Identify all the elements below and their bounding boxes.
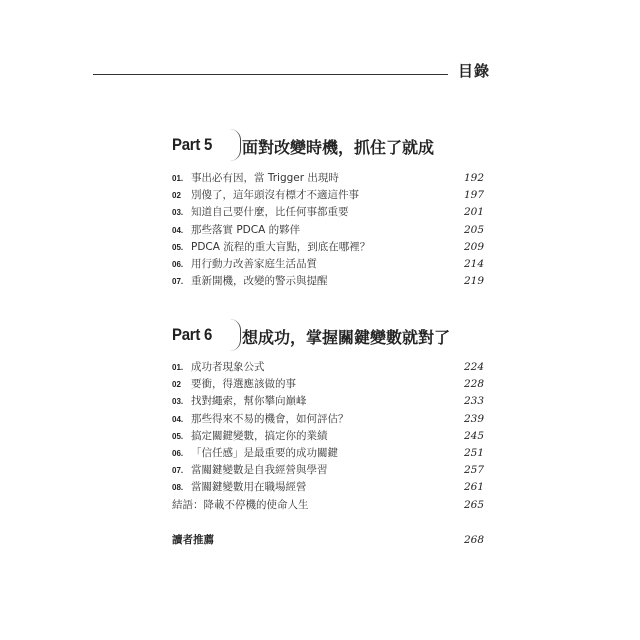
entry-number: 06.	[172, 448, 184, 458]
recommend-title: 讀者推薦	[172, 534, 214, 546]
toc-entry-conclusion[interactable]	[172, 497, 490, 514]
entry-number: 08.	[172, 483, 184, 493]
toc-entry[interactable]	[172, 204, 490, 221]
entry-title: 用行動力改善家庭生活品質	[191, 257, 317, 270]
entry-title: 當關鍵變數是自我經營與學習	[191, 464, 328, 477]
entry-title: 要衝，得選應該做的事	[191, 378, 296, 391]
entry-page: 224	[463, 361, 484, 373]
toc-entry[interactable]	[172, 359, 490, 376]
entry-number: 01.	[172, 363, 184, 372]
entry-title: 重新開機，改變的警示與提醒	[191, 275, 328, 288]
entry-page: 251	[463, 446, 484, 459]
toc-entry[interactable]	[172, 239, 490, 256]
entry-title: 別傻了，這年頭沒有標才不適這件事	[191, 189, 359, 202]
entry-page: 209	[463, 240, 484, 253]
part-number: Part 6	[172, 325, 212, 344]
toc-entry[interactable]	[172, 479, 490, 496]
toc-entry[interactable]	[172, 376, 490, 393]
part-bracket-decoration	[230, 319, 241, 351]
toc-entry[interactable]	[172, 411, 490, 428]
entry-page: 228	[463, 378, 484, 391]
part-number: Part 5	[172, 135, 212, 154]
toc-entry[interactable]	[172, 187, 490, 204]
header-rule	[93, 74, 448, 75]
entry-title: 成功者現象公式	[191, 361, 265, 373]
part-6-section	[172, 325, 490, 511]
entry-page: 261	[463, 481, 484, 494]
entry-title: 找對繩索，幫你攀向巔峰	[191, 395, 307, 408]
part-5-section	[172, 135, 490, 288]
toc-list	[172, 170, 490, 290]
toc-entry-recommend[interactable]	[172, 532, 490, 549]
toc-entry[interactable]	[172, 273, 490, 290]
toc-entry[interactable]	[172, 393, 490, 410]
entry-page: 214	[463, 257, 484, 270]
entry-number: 01.	[172, 174, 184, 183]
entry-page: 233	[463, 395, 484, 408]
entry-page: 257	[463, 464, 484, 477]
recommend-page: 268	[463, 534, 484, 546]
entry-number: 03.	[172, 397, 184, 407]
entry-title: PDCA 流程的重大盲點，到底在哪裡？	[191, 240, 371, 253]
entry-number: 06.	[172, 259, 184, 269]
entry-page: 245	[463, 429, 484, 442]
entry-page: 201	[463, 206, 484, 219]
entry-title: 「信任感」是最重要的成功關鍵	[191, 446, 338, 459]
entry-number: 05.	[172, 242, 184, 252]
entry-number: 02	[172, 380, 181, 390]
entry-page: 219	[463, 275, 484, 288]
entry-number: 05.	[172, 431, 184, 441]
entry-page: 239	[463, 412, 484, 425]
entry-title: 當關鍵變數用在職場經營	[191, 481, 307, 494]
part-heading	[172, 325, 490, 349]
entry-title: 結語：降載不停機的使命人生	[172, 498, 309, 511]
entry-page: 205	[463, 223, 484, 236]
entry-title: 那些落實 PDCA 的夥伴	[191, 223, 301, 236]
entry-number: 07.	[172, 466, 184, 476]
entry-title: 知道自己要什麼，比任何事都重要	[191, 206, 349, 219]
toc-entry[interactable]	[172, 428, 490, 445]
entry-number: 02	[172, 191, 181, 201]
entry-number: 03.	[172, 208, 184, 218]
entry-title: 事出必有因，當 Trigger 出現時	[191, 172, 339, 184]
part-title: 面對改變時機，抓住了就成	[242, 138, 435, 157]
entry-number: 04.	[172, 414, 184, 424]
entry-page: 197	[463, 189, 484, 202]
entry-number: 07.	[172, 277, 184, 287]
part-title: 想成功，掌握關鍵變數就對了	[242, 328, 451, 347]
part-bracket-decoration	[230, 129, 241, 161]
toc-entry[interactable]	[172, 222, 490, 239]
entry-title: 那些得來不易的機會，如何評估？	[191, 412, 349, 425]
toc-entry[interactable]	[172, 256, 490, 273]
toc-entry[interactable]	[172, 462, 490, 479]
page-title: 目錄	[457, 62, 490, 80]
entry-page: 192	[463, 172, 484, 184]
entry-number: 04.	[172, 225, 184, 235]
toc-list	[172, 359, 490, 514]
toc-entry[interactable]	[172, 445, 490, 462]
entry-page: 265	[463, 498, 484, 511]
entry-title: 搞定關鍵變數，搞定你的業績	[191, 429, 328, 442]
page-header	[93, 60, 490, 80]
part-heading	[172, 135, 490, 159]
toc-entry[interactable]	[172, 170, 490, 187]
